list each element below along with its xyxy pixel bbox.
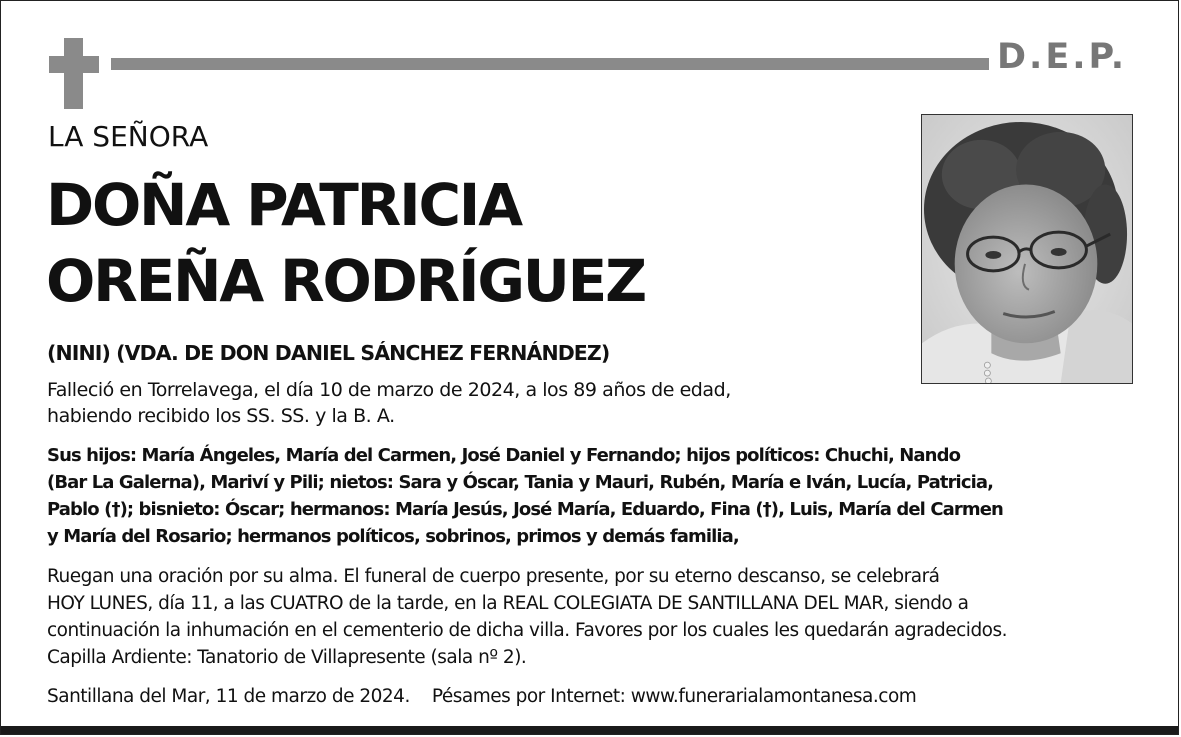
honorific-label: LA SEÑORA xyxy=(48,120,209,153)
service-line: HOY LUNES, día 11, a las CUATRO de la tarde, en la REAL COLEGIATA DE SANTILLANA DEL MAR, siendo a xyxy=(47,593,969,614)
family-line: Sus hijos: María Ángeles, María del Carmen, José Daniel y Fernando; hijos políticos: Chuchi, Nando xyxy=(47,445,961,466)
cross-icon xyxy=(64,38,83,109)
dep-heading: D.E.P. xyxy=(997,37,1128,77)
footer xyxy=(47,683,916,710)
family-list xyxy=(47,442,1003,550)
header-rule xyxy=(111,58,989,70)
nickname-widow-line: (NINI) (VDA. DE DON DANIEL SÁNCHEZ FERNÁNDEZ) xyxy=(47,341,610,365)
bottom-border xyxy=(1,726,1178,734)
deceased-name xyxy=(46,167,645,319)
portrait-photo xyxy=(921,114,1133,384)
cross-icon-bar xyxy=(49,56,99,73)
death-line-1: Falleció en Torrelavega, el día 10 de marzo de 2024, a los 89 años de edad, xyxy=(47,379,731,401)
death-line-2: habiendo recibido los SS. SS. y la B. A. xyxy=(47,405,395,427)
portrait-image xyxy=(922,115,1132,383)
service-line: Capilla Ardiente: Tanatorio de Villapresente (sala nº 2). xyxy=(47,647,527,668)
service-line: continuación la inhumación en el cementerio de dicha villa. Favores por los cuales les quedarán agradecidos. xyxy=(47,620,1008,641)
name-line-1: DOÑA PATRICIA xyxy=(46,171,521,239)
service-line: Ruegan una oración por su alma. El funeral de cuerpo presente, por su eterno descanso, se celebrará xyxy=(47,566,940,587)
family-line: Pablo (†); bisnieto: Óscar; hermanos: María Jesús, José María, Eduardo, Fina (†), Luis, María del Carmen xyxy=(47,499,1003,520)
condolences-link[interactable]: Pésames por Internet: www.funerarialamontanesa.com xyxy=(431,686,917,707)
name-line-2: OREÑA RODRÍGUEZ xyxy=(46,247,645,315)
funeral-service-details xyxy=(47,563,1007,671)
place-date: Santillana del Mar, 11 de marzo de 2024. xyxy=(47,686,410,707)
family-line: y María del Rosario; hermanos políticos, sobrinos, primos y demás familia, xyxy=(47,526,739,547)
death-details xyxy=(47,377,731,429)
family-line: (Bar La Galerna), Mariví y Pili; nietos: Sara y Óscar, Tania y Mauri, Rubén, María e Iván, Lucía, Patricia, xyxy=(47,472,994,493)
